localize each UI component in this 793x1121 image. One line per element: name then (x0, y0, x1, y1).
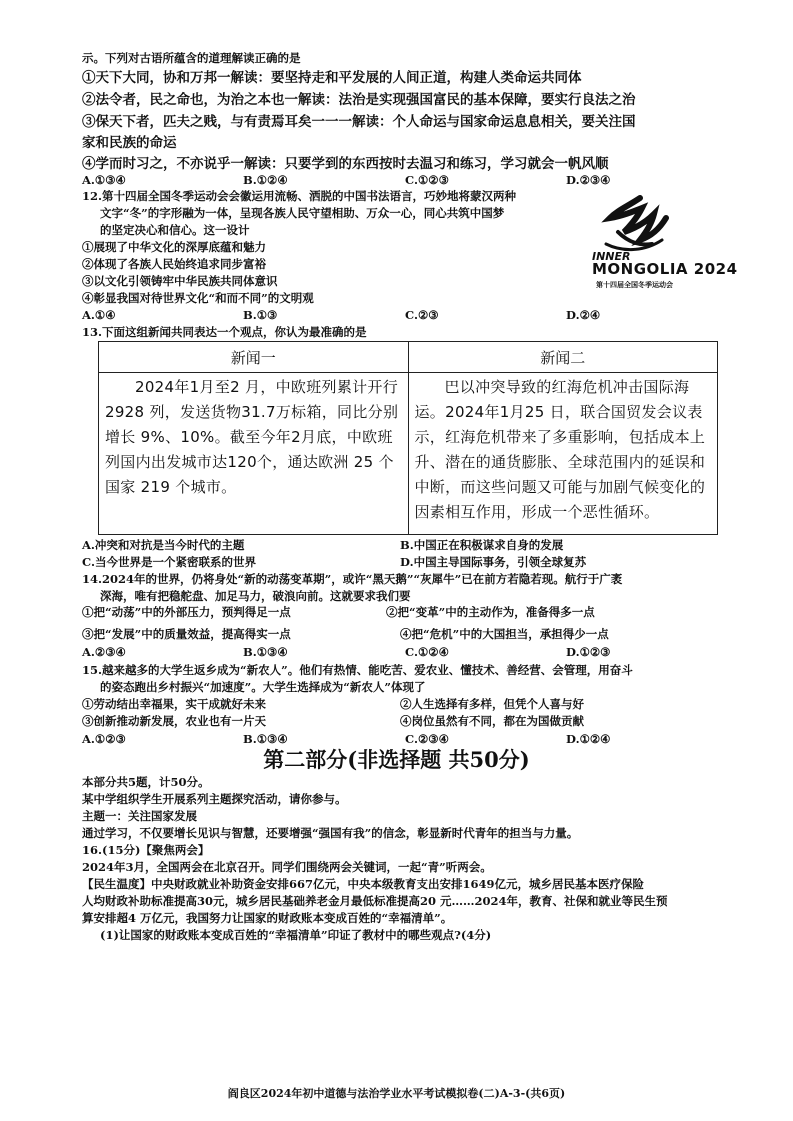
logo-text-mongolia: MONGOLIA 2024 (592, 260, 738, 278)
q14-item-3: ③把“发展”中的质量效益，提高得实一点 (82, 627, 291, 641)
q14-option-c: C.①②④ (405, 645, 449, 659)
q15-item-2: ②人生选择有多样，但凭个人喜与好 (400, 697, 584, 711)
news1-title: 新闻一 (99, 342, 409, 373)
part2-line-4: 通过学习，不仅要增长见识与智慧，还要增强“强国有我”的信念，彰显新时代青年的担当与力量。 (82, 826, 579, 840)
q15-stem-1: 15.越来越多的大学生返乡成为“新农人”。他们有热情、能吃苦、爱农业、懂技术、善经营、会管理，用奋斗 (82, 663, 633, 677)
q14-option-b: B.①③④ (243, 645, 288, 659)
q15-option-d: D.①②④ (566, 732, 611, 746)
q13-option-b: B.中国正在积极谋求自身的发展 (400, 538, 564, 552)
q11-item-4: ④学而时习之，不亦说乎一解读：只要学到的东西按时去温习和练习，学习就会一帆风顺 (82, 156, 609, 172)
news2-body: 巴以冲突导致的红海危机冲击国际海运。2024年1月25 日，联合国贸发会议表示，红海危机带来了多重影响，包括成本上升、潜在的通货膨胀、全球范围内的延误和中断，而这些问题又可能与加剧气候变化的因素相互作用，形成一个恶性循环。 (408, 373, 718, 535)
q12-stem-1: 12.第十四届全国冬季运动会会徽运用流畅、洒脱的中国书法语言，巧妙地将蒙汉两种 (82, 189, 517, 203)
q16-subquestion-1: (1)让国家的财政账本变成百姓的“幸福清单”印证了教材中的哪些观点?(4分) (100, 928, 492, 942)
part2-title: 第二部分(非选择题 共50分) (263, 747, 530, 772)
q11-item-2: ②法令者，民之命也，为治之本也一解读：法治是实现强国富民的基本保障，要实行良法之治 (82, 92, 636, 108)
q11-item-3-cont: 家和民族的命运 (82, 135, 177, 151)
q16-material-2: 人均财政补助标准提高30元，城乡居民基础养老金月最低标准提高20 元……2024年，教育、社保和就业等民生预 (82, 894, 668, 908)
q15-option-a: A.①②③ (82, 732, 126, 746)
q12-option-a: A.①④ (82, 308, 116, 322)
part2-theme: 主题一：关注国家发展 (82, 809, 197, 823)
page-footer: 阎良区2024年初中道德与法治学业水平考试模拟卷(二)A-3-(共6页) (227, 1087, 566, 1100)
part2-line-2: 某中学组织学生开展系列主题探究活动，请你参与。 (82, 792, 347, 806)
q15-option-b: B.①③④ (243, 732, 288, 746)
news-table (98, 341, 718, 535)
q13-stem: 13.下面这组新闻共同表达一个观点，你认为最准确的是 (82, 325, 367, 339)
q14-stem-2: 深海，唯有把稳舵盘、加足马力，破浪向前。这就要求我们要 (100, 589, 411, 603)
q12-stem-2: 文字“冬”的字形融为一体，呈现各族人民守望相助、万众一心，同心共筑中国梦 (100, 206, 505, 220)
q11-item-3: ③保天下者，匹夫之贱，与有责焉耳矣一一一解读：个人命运与国家命运息息相关，要关注国 (82, 114, 636, 130)
q11-option-a: A.①③④ (82, 173, 126, 187)
q11-item-1: ①天下大同，协和万邦一解读：要坚持走和平发展的人间正道，构建人类命运共同体 (82, 70, 582, 86)
q14-option-a: A.②③④ (82, 645, 126, 659)
q12-option-d: D.②④ (566, 308, 601, 322)
logo-text-inner: INNER (592, 250, 631, 263)
q12-item-3: ③以文化引领铸牢中华民族共同体意识 (82, 274, 278, 288)
q12-stem-3: 的坚定决心和信心。这一设计 (100, 223, 250, 237)
q12-option-c: C.②③ (405, 308, 439, 322)
news1-body: 2024年1月至2 月，中欧班列累计开行 2928 列，发送货物31.7万标箱，同比分别增长 9%、10%。截至今年2月底，中欧班列国内出发城市达120个，通达欧洲 25 个国家 219 个城市。 (99, 373, 409, 535)
q16-material-3: 算安排超4 万亿元，我国努力让国家的财政账本变成百姓的“幸福清单”。 (82, 911, 453, 925)
q15-item-4: ④岗位虽然有不同，都在为国做贡献 (400, 714, 584, 728)
q12-item-1: ①展现了中华文化的深厚底蕴和魅力 (82, 240, 266, 254)
q15-option-c: C.②③④ (405, 732, 449, 746)
q15-item-3: ③创新推动新发展，农业也有一片天 (82, 714, 266, 728)
q12-option-b: B.①③ (243, 308, 278, 322)
q12-item-4: ④彰显我国对待世界文化“和而不同”的文明观 (82, 291, 314, 305)
q14-stem-1: 14.2024年的世界，仍将身处“新的动荡变革期”，或许“黑天鹅”“灰犀牛”已在前方若隐若现。航行于广袤 (82, 572, 623, 586)
q16-heading: 16.(15分)【聚焦两会】 (82, 843, 210, 857)
q16-intro: 2024年3月，全国两会在北京召开。同学们围绕两会关键词，一起“青”听两会。 (82, 860, 492, 874)
q12-item-2: ②体现了各族人民始终追求同步富裕 (82, 257, 266, 271)
q11-option-b: B.①②④ (243, 173, 288, 187)
q14-item-2: ②把“变革”中的主动作为，准备得多一点 (386, 605, 595, 619)
part2-line-1: 本部分共5题，计50分。 (82, 775, 210, 789)
q13-option-a: A.冲突和对抗是当今时代的主题 (82, 538, 245, 552)
q15-stem-2: 的姿态跑出乡村振兴“加速度”。大学生选择成为“新农人”体现了 (100, 680, 426, 694)
q13-option-c: C.当今世界是一个紧密联系的世界 (82, 555, 256, 569)
q13-option-d: D.中国主导国际事务，引领全球复苏 (400, 555, 587, 569)
q11-option-d: D.②③④ (566, 173, 611, 187)
q11-stem-tail: 示。下列对古语所蕴含的道理解读正确的是 (82, 51, 301, 65)
q16-material-1: 【民生温度】中央财政就业补助资金安排667亿元，中央本级教育支出安排1649亿元，城乡居民基本医疗保险 (82, 877, 645, 891)
q14-item-1: ①把“动荡”中的外部压力，预判得足一点 (82, 605, 291, 619)
q15-item-1: ①劳动结出幸福果，实干成就好未来 (82, 697, 266, 711)
q14-item-4: ④把“危机”中的大国担当，承担得少一点 (400, 627, 609, 641)
q11-option-c: C.①②③ (405, 173, 449, 187)
q14-option-d: D.①②③ (566, 645, 611, 659)
news2-title: 新闻二 (408, 342, 718, 373)
logo-text-games: 第十四届全国冬季运动会 (596, 281, 673, 289)
